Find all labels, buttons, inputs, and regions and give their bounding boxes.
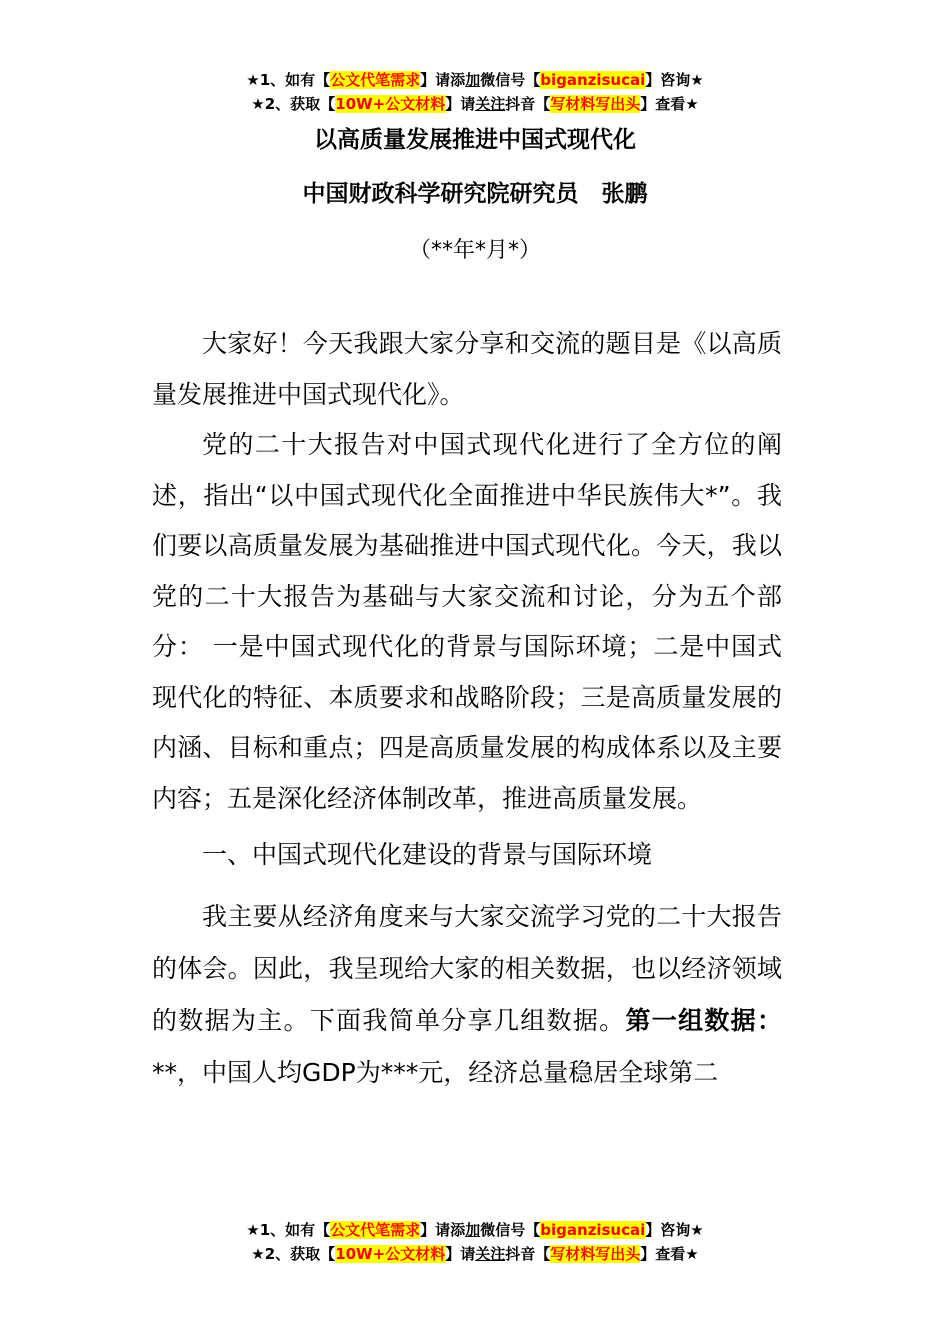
paragraph-intro: 大家好！今天我跟大家分享和交流的题目是《以高质量发展推进中国式现代化》。 [152, 329, 782, 409]
banner-line-2: ★2、获取【10W+公文材料】请关注抖音【写材料写出头】查看★ [251, 1245, 699, 1263]
banner-line-1: ★1、如有【公文代笔需求】请添加微信号【biganzisucai】咨询★ [246, 71, 704, 89]
banner-highlight: 公文代笔需求 [330, 71, 421, 89]
banner-highlight: 写材料写出头 [550, 1245, 641, 1263]
section-heading-1: 一、中国式现代化建设的背景与国际环境 [202, 840, 653, 869]
banner-highlight: biganzisucai [540, 1221, 646, 1239]
bold-label: 第一组数据： [625, 1005, 782, 1035]
top-banner [0, 68, 950, 116]
banner-line-1: ★1、如有【公文代笔需求】请添加微信号【biganzisucai】咨询★ [246, 1221, 704, 1239]
banner-line-2: ★2、获取【10W+公文材料】请关注抖音【写材料写出头】查看★ [251, 95, 699, 113]
document-date: （**年*月*） [408, 238, 541, 263]
banner-highlight: biganzisucai [540, 71, 646, 89]
banner-highlight: 写材料写出头 [550, 95, 641, 113]
document-author: 中国财政科学研究院研究员 张鹏 [302, 181, 648, 207]
paragraph-data: 我主要从经济角度来与大家交流学习党的二十大报告的体会。因此，我呈现给大家的相关数据，也以经济领域的数据为主。下面我简单分享几组数据。第一组数据：**，中国人均GDP为***元，经济总量稳居全球第二 [152, 901, 782, 1087]
banner-highlight: 10W+公文材料 [335, 1245, 446, 1263]
bottom-banner [0, 1218, 950, 1266]
document-title: 以高质量发展推进中国式现代化 [314, 127, 636, 153]
paragraph-overview: 党的二十大报告对中国式现代化进行了全方位的阐述，指出“以中国式现代化全面推进中华民族伟大*”。我们要以高质量发展为基础推进中国式现代化。今天，我以党的二十大报告为基础与大家交流和讨论，分为五个部分： 一是中国式现代化的背景与国际环境；二是中国式现代化的特征、本质要求和战略阶段；三是高质量发展的内涵、目标和重点；四是高质量发展的构成体系以及主要内容；五是深化经济体制改革，推进高质量发展。 [152, 430, 782, 813]
banner-highlight: 公文代笔需求 [330, 1221, 421, 1239]
banner-highlight: 10W+公文材料 [335, 95, 446, 113]
document-body [152, 319, 782, 1099]
